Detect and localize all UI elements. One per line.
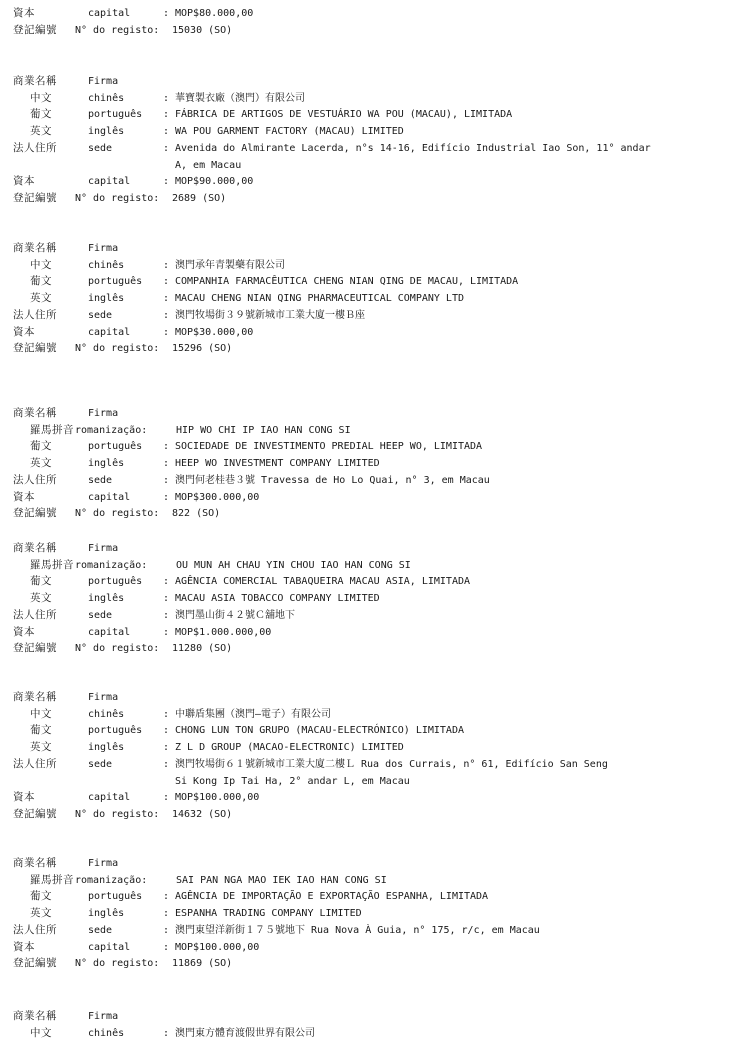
field-label-zh: 葡文 bbox=[30, 275, 52, 288]
field-label-zh: 法人住所 bbox=[13, 141, 57, 154]
field-label-zh: 英文 bbox=[30, 125, 52, 138]
field-separator: : bbox=[163, 142, 170, 154]
field-separator: : bbox=[163, 792, 170, 804]
entry-row bbox=[0, 1008, 742, 1025]
field-value: MOP$1.000.000,00 bbox=[175, 626, 272, 638]
field-label-zh: 英文 bbox=[30, 592, 52, 605]
field-value: MOP$100.000,00 bbox=[175, 792, 260, 804]
field-value: MACAU CHENG NIAN QING PHARMACEUTICAL COMPANY LTD bbox=[175, 293, 464, 305]
field-label-pt: chinês bbox=[88, 1027, 125, 1039]
field-separator: : bbox=[163, 908, 170, 920]
entry-row bbox=[0, 157, 742, 174]
field-label-zh: 資本 bbox=[13, 7, 35, 19]
field-label-pt: capital bbox=[88, 941, 131, 953]
field-separator: : bbox=[163, 326, 170, 338]
field-label-zh: 商業名稱 bbox=[13, 857, 57, 869]
entry-row bbox=[0, 789, 742, 806]
field-label-zh: 英文 bbox=[30, 741, 52, 754]
field-value: 11280 (SO) bbox=[172, 643, 233, 655]
field-label-pt: capital bbox=[88, 8, 131, 19]
field-label-zh: 資本 bbox=[13, 490, 35, 503]
field-separator: : bbox=[163, 309, 170, 321]
entry-row bbox=[0, 22, 742, 39]
field-label-zh: 英文 bbox=[30, 907, 52, 920]
field-value: 澳門東方體育渡假世界有限公司 bbox=[175, 1027, 315, 1039]
field-value: CHONG LUN TON GRUPO (MACAU-ELECTRÓNICO) LIMITADA bbox=[175, 725, 464, 737]
field-value: 11869 (SO) bbox=[172, 958, 233, 970]
entry-row bbox=[0, 888, 742, 905]
field-value: 14632 (SO) bbox=[172, 808, 233, 820]
field-value: MOP$30.000,00 bbox=[175, 326, 254, 338]
field-separator: : bbox=[163, 758, 170, 770]
field-label-zh: 資本 bbox=[13, 940, 35, 953]
field-value: HEEP WO INVESTMENT COMPANY LIMITED bbox=[175, 458, 380, 470]
entry-row bbox=[0, 173, 742, 190]
field-label-pt: N° do registo: bbox=[75, 343, 160, 355]
field-label-zh: 葡文 bbox=[30, 724, 52, 737]
field-label-zh: 葡文 bbox=[30, 440, 52, 453]
field-separator: : bbox=[163, 276, 170, 288]
field-label-pt: inglês bbox=[88, 742, 125, 754]
field-label-zh: 商業名稱 bbox=[13, 242, 57, 254]
field-value: AGÊNCIA COMERCIAL TABAQUEIRA MACAU ASIA, LIMITADA bbox=[175, 576, 471, 588]
field-label-zh: 法人住所 bbox=[13, 923, 57, 936]
field-label-zh: 法人住所 bbox=[13, 757, 57, 770]
field-separator: : bbox=[163, 474, 170, 486]
field-value: MOP$80.000,00 bbox=[175, 8, 254, 19]
entry-row bbox=[0, 706, 742, 723]
field-label-pt: Firma bbox=[88, 543, 119, 554]
field-label-pt: romanização: bbox=[75, 874, 148, 886]
field-label-pt: sede bbox=[88, 474, 113, 486]
entry-row bbox=[0, 73, 742, 90]
field-value: 822 (SO) bbox=[172, 508, 221, 520]
field-label-zh: 登記編號 bbox=[13, 507, 57, 520]
field-separator: : bbox=[163, 941, 170, 953]
field-label-zh: 葡文 bbox=[30, 108, 52, 121]
field-label-pt: capital bbox=[88, 792, 131, 804]
entry-row bbox=[0, 689, 742, 706]
entry-row bbox=[0, 340, 742, 357]
field-separator: : bbox=[163, 8, 170, 19]
field-value: MOP$100.000,00 bbox=[175, 941, 260, 953]
field-label-pt: sede bbox=[88, 142, 113, 154]
field-label-pt: N° do registo: bbox=[75, 958, 160, 970]
field-label-zh: 資本 bbox=[13, 791, 35, 804]
field-label-pt: capital bbox=[88, 326, 131, 338]
field-label-pt: N° do registo: bbox=[75, 192, 160, 204]
field-label-zh: 資本 bbox=[13, 625, 35, 638]
field-label-zh: 資本 bbox=[13, 175, 35, 188]
field-label-zh: 商業名稱 bbox=[13, 542, 57, 554]
entry-row bbox=[0, 590, 742, 607]
field-separator: : bbox=[163, 441, 170, 453]
field-label-zh: 中文 bbox=[30, 258, 52, 271]
field-label-pt: Firma bbox=[88, 243, 119, 254]
entry-row bbox=[0, 540, 742, 557]
field-separator: : bbox=[163, 126, 170, 138]
entry-row bbox=[0, 505, 742, 522]
field-value: Z L D GROUP (MACAO-ELECTRONIC) LIMITED bbox=[175, 742, 404, 754]
entry-row bbox=[0, 955, 742, 972]
entry-row bbox=[0, 472, 742, 489]
field-value: A, em Macau bbox=[175, 159, 242, 171]
field-label-zh: 登記編號 bbox=[13, 807, 57, 820]
field-label-pt: português bbox=[88, 725, 143, 737]
field-separator: : bbox=[163, 626, 170, 638]
field-value: 中聯盾集團（澳門—電子）有限公司 bbox=[175, 708, 332, 720]
field-separator: : bbox=[163, 725, 170, 737]
field-value: MOP$300.000,00 bbox=[175, 491, 260, 503]
field-label-pt: romanização: bbox=[75, 559, 148, 571]
entry-row bbox=[0, 455, 742, 472]
field-value: 澳門何老桂巷３號 Travessa de Ho Lo Quai, n° 3, em Macau bbox=[175, 474, 490, 486]
entry-row bbox=[0, 405, 742, 422]
field-label-pt: português bbox=[88, 109, 143, 121]
field-label-pt: Firma bbox=[88, 692, 119, 703]
entry-row bbox=[0, 140, 742, 157]
field-label-pt: chinês bbox=[88, 708, 125, 720]
field-label-pt: capital bbox=[88, 626, 131, 638]
field-label-zh: 中文 bbox=[30, 707, 52, 720]
entry-row bbox=[0, 123, 742, 140]
field-value: 澳門牧場街３９號新城市工業大廈一樓Ｂ座 bbox=[175, 309, 365, 321]
field-label-zh: 法人住所 bbox=[13, 473, 57, 486]
entry-row bbox=[0, 756, 742, 773]
field-separator: : bbox=[163, 109, 170, 121]
entry-row bbox=[0, 5, 742, 22]
field-label-pt: inglês bbox=[88, 593, 125, 605]
field-label-zh: 商業名稱 bbox=[13, 75, 57, 87]
field-label-pt: sede bbox=[88, 609, 113, 621]
field-label-pt: português bbox=[88, 891, 143, 903]
entry-row bbox=[0, 324, 742, 341]
entry-row bbox=[0, 273, 742, 290]
field-value: Avenida do Almirante Lacerda, n°s 14-16, Edifício Industrial Iao Son, 11° andar bbox=[175, 142, 651, 154]
field-separator: : bbox=[163, 742, 170, 754]
field-value: 澳門牧場街６１號新城市工業大廈二樓Ｌ Rua dos Currais, n° 61, Edifício San Seng bbox=[175, 758, 608, 770]
field-separator: : bbox=[163, 576, 170, 588]
field-value: HIP WO CHI IP IAO HAN CONG SI bbox=[176, 424, 351, 436]
field-value: MACAU ASIA TOBACCO COMPANY LIMITED bbox=[175, 593, 380, 605]
field-label-zh: 商業名稱 bbox=[13, 691, 57, 703]
field-label-pt: capital bbox=[88, 491, 131, 503]
field-label-zh: 登記編號 bbox=[13, 342, 57, 355]
field-label-pt: chinês bbox=[88, 259, 125, 271]
entry-row bbox=[0, 640, 742, 657]
field-separator: : bbox=[163, 924, 170, 936]
field-label-pt: Firma bbox=[88, 1011, 119, 1022]
entry-row bbox=[0, 607, 742, 624]
field-value: FÁBRICA DE ARTIGOS DE VESTUÁRIO WA POU (MACAU), LIMITADA bbox=[175, 109, 513, 121]
field-label-pt: sede bbox=[88, 309, 113, 321]
field-separator: : bbox=[163, 259, 170, 271]
field-label-pt: português bbox=[88, 276, 143, 288]
field-label-zh: 英文 bbox=[30, 292, 52, 305]
field-label-pt: inglês bbox=[88, 293, 125, 305]
field-value: SOCIEDADE DE INVESTIMENTO PREDIAL HEEP WO, LIMITADA bbox=[175, 441, 483, 453]
field-value: 15030 (SO) bbox=[172, 24, 233, 36]
field-value: COMPANHIA FARMACÊUTICA CHENG NIAN QING DE MACAU, LIMITADA bbox=[175, 276, 519, 288]
field-label-zh: 法人住所 bbox=[13, 608, 57, 621]
field-separator: : bbox=[163, 609, 170, 621]
field-separator: : bbox=[163, 293, 170, 305]
field-label-pt: N° do registo: bbox=[75, 643, 160, 655]
field-separator: : bbox=[163, 1027, 170, 1039]
field-label-pt: Firma bbox=[88, 408, 119, 419]
field-label-zh: 羅馬拼音 bbox=[30, 873, 74, 886]
entry-row bbox=[0, 939, 742, 956]
field-label-zh: 葡文 bbox=[30, 890, 52, 903]
entry-row bbox=[0, 872, 742, 889]
field-separator: : bbox=[163, 891, 170, 903]
entry-row bbox=[0, 438, 742, 455]
field-label-pt: inglês bbox=[88, 126, 125, 138]
field-label-pt: N° do registo: bbox=[75, 808, 160, 820]
entry-row bbox=[0, 722, 742, 739]
field-label-pt: português bbox=[88, 576, 143, 588]
field-label-zh: 資本 bbox=[13, 325, 35, 338]
entry-row bbox=[0, 422, 742, 439]
field-label-pt: Firma bbox=[88, 858, 119, 869]
field-label-zh: 登記編號 bbox=[13, 191, 57, 204]
field-value: 澳門承年青製藥有限公司 bbox=[175, 259, 285, 271]
field-separator: : bbox=[163, 92, 170, 104]
field-label-zh: 羅馬拼音 bbox=[30, 558, 74, 571]
field-value: 華寶製衣廠（澳門）有限公司 bbox=[175, 92, 305, 104]
field-label-zh: 葡文 bbox=[30, 575, 52, 588]
field-separator: : bbox=[163, 458, 170, 470]
field-label-zh: 中文 bbox=[30, 91, 52, 104]
field-label-pt: sede bbox=[88, 758, 113, 770]
field-label-zh: 英文 bbox=[30, 457, 52, 470]
entry-row bbox=[0, 307, 742, 324]
entry-row bbox=[0, 855, 742, 872]
field-label-pt: N° do registo: bbox=[75, 508, 160, 520]
entry-row bbox=[0, 1025, 742, 1042]
entry-row bbox=[0, 257, 742, 274]
field-label-pt: sede bbox=[88, 924, 113, 936]
field-label-zh: 法人住所 bbox=[13, 308, 57, 321]
entry-row bbox=[0, 624, 742, 641]
field-value: MOP$90.000,00 bbox=[175, 176, 254, 188]
entry-row bbox=[0, 573, 742, 590]
field-value: SAI PAN NGA MAO IEK IAO HAN CONG SI bbox=[176, 874, 387, 886]
field-value: 2689 (SO) bbox=[172, 192, 227, 204]
field-label-pt: romanização: bbox=[75, 424, 148, 436]
field-label-pt: chinês bbox=[88, 92, 125, 104]
entry-row bbox=[0, 106, 742, 123]
field-value: 澳門墨山街４２號Ｃ舖地下 bbox=[175, 609, 295, 621]
entry-row bbox=[0, 190, 742, 207]
field-value: Si Kong Ip Tai Ha, 2° andar L, em Macau bbox=[175, 775, 410, 787]
field-separator: : bbox=[163, 491, 170, 503]
entry-row bbox=[0, 90, 742, 107]
entry-row bbox=[0, 806, 742, 823]
field-label-zh: 登記編號 bbox=[13, 957, 57, 970]
field-separator: : bbox=[163, 593, 170, 605]
field-label-zh: 登記編號 bbox=[13, 642, 57, 655]
field-label-zh: 商業名稱 bbox=[13, 407, 57, 419]
entry-row bbox=[0, 905, 742, 922]
field-label-pt: N° do registo: bbox=[75, 24, 160, 36]
field-label-zh: 登記編號 bbox=[13, 23, 57, 36]
field-value: AGÊNCIA DE IMPORTAÇÃO E EXPORTAÇÃO ESPANHA, LIMITADA bbox=[175, 891, 489, 903]
entry-row bbox=[0, 922, 742, 939]
field-label-zh: 中文 bbox=[30, 1026, 52, 1039]
field-label-pt: capital bbox=[88, 176, 131, 188]
field-label-pt: inglês bbox=[88, 908, 125, 920]
entry-row bbox=[0, 290, 742, 307]
field-label-zh: 羅馬拼音 bbox=[30, 423, 74, 436]
field-value: OU MUN AH CHAU YIN CHOU IAO HAN CONG SI bbox=[176, 559, 411, 571]
entry-row bbox=[0, 773, 742, 790]
field-value: 澳門東望洋新街１７５號地下 Rua Nova À Guia, n° 175, r/c, em Macau bbox=[175, 924, 540, 936]
field-value: 15296 (SO) bbox=[172, 343, 233, 355]
field-label-pt: português bbox=[88, 441, 143, 453]
field-separator: : bbox=[163, 708, 170, 720]
entry-row bbox=[0, 489, 742, 506]
entry-row bbox=[0, 240, 742, 257]
entry-row bbox=[0, 739, 742, 756]
field-value: WA POU GARMENT FACTORY (MACAU) LIMITED bbox=[175, 126, 404, 138]
field-label-pt: Firma bbox=[88, 76, 119, 87]
field-separator: : bbox=[163, 176, 170, 188]
field-label-pt: inglês bbox=[88, 458, 125, 470]
entry-row bbox=[0, 557, 742, 574]
field-label-zh: 商業名稱 bbox=[13, 1010, 57, 1022]
field-value: ESPANHA TRADING COMPANY LIMITED bbox=[175, 908, 362, 920]
